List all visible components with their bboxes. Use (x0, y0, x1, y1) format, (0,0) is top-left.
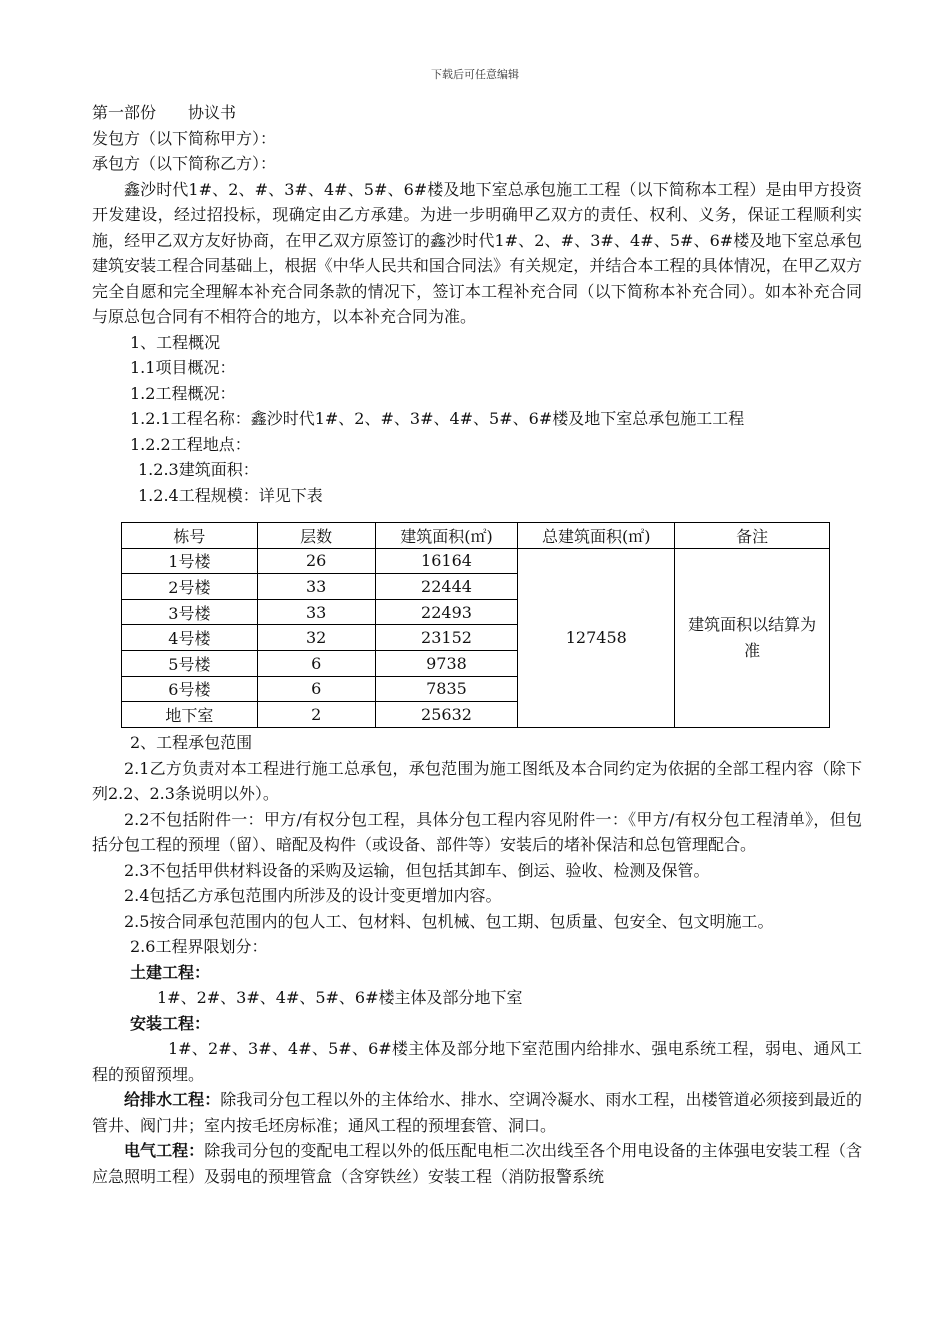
cell-building: 3号楼 (122, 599, 258, 625)
cell-floors: 2 (257, 702, 375, 728)
cell-area: 16164 (375, 548, 518, 574)
cell-building: 6号楼 (122, 676, 258, 702)
cell-floors: 33 (257, 599, 375, 625)
section-2-1: 2.1乙方负责对本工程进行施工总承包，承包范围为施工图纸及本合同约定为依据的全部工程内容（除下列2.2、2.3条说明以外）。 (92, 758, 862, 803)
section-1-2: 1.2工程概况： (130, 383, 236, 403)
cell-total-area: 127458 (518, 548, 675, 727)
section-1-2-1: 1.2.1工程名称：鑫沙时代1#、2、#、3#、4#、5#、6#楼及地下室总承包施工工程 (130, 409, 745, 428)
section-2-3: 2.3不包括甲供材料设备的采购及运输，但包括其卸车、倒运、验收、检测及保管。 (124, 860, 710, 880)
cell-building: 2号楼 (122, 574, 258, 600)
plumbing-title: 给排水工程： (124, 1090, 221, 1109)
cell-area: 7835 (375, 676, 518, 702)
cell-area: 22493 (375, 599, 518, 625)
plumbing-paragraph (92, 1087, 862, 1138)
cell-floors: 33 (257, 574, 375, 600)
col-header-remark: 备注 (675, 523, 830, 549)
col-header-floors: 层数 (257, 523, 375, 549)
cell-area: 22444 (375, 574, 518, 600)
install-works-title: 安装工程： (130, 1013, 211, 1033)
scope-section (92, 730, 862, 1189)
table-row (122, 548, 830, 574)
section-2-4: 2.4包括乙方承包范围内所涉及的设计变更增加内容。 (124, 886, 502, 905)
section-1-2-4: 1.2.4工程规模：详见下表 (138, 485, 323, 505)
cell-building: 1号楼 (122, 548, 258, 574)
building-scale-table (121, 522, 830, 728)
part-title: 第一部份 协议书 (92, 103, 237, 122)
intro-paragraph: 鑫沙时代1#、2、#、3#、4#、5#、6#楼及地下室总承包施工工程（以下简称本工程）是由甲方投资开发建设，经过招投标，现确定由乙方承建。为进一步明确甲乙双方的责任、权利、义务，保证工程顺利实施，经甲乙双方友好协商，在甲乙双方原签订的鑫沙时代1#、2、#、3#、4#、5#、6#楼及地下室总承包建筑安装工程合同基础上，根据《中华人民共和国合同法》有关规定，并结合本工程的具体情况，在甲乙双方完全自愿和完全理解本补充合同条款的情况下，签订本工程补充合同（以下简称本补充合同）。如本补充合同与原总包合同有不相符合的地方，以本补充合同为准。 (92, 179, 862, 326)
cell-floors: 6 (257, 676, 375, 702)
header-note: 下载后可任意编辑 (431, 68, 519, 81)
install-works-text: 1#、2#、3#、4#、5#、6#楼主体及部分地下室范围内给排水、强电系统工程，弱电、通风工程的预留预埋。 (92, 1039, 862, 1084)
cell-remark: 建筑面积以结算为准 (675, 548, 830, 727)
electrical-paragraph (92, 1138, 862, 1189)
cell-floors: 26 (257, 548, 375, 574)
table-header-row (122, 523, 830, 549)
section-2-5: 2.5按合同承包范围内的包人工、包材料、包机械、包工期、包质量、包安全、包文明施工。 (124, 911, 774, 931)
cell-area: 25632 (375, 702, 518, 728)
cell-building: 4号楼 (122, 625, 258, 651)
plumbing-text: 除我司分包工程以外的主体给水、排水、空调冷凝水、雨水工程，出楼管道必须接到最近的管井、阀门井；室内按毛坯房标准；通风工程的预埋套管、洞口。 (92, 1090, 862, 1135)
cell-area: 23152 (375, 625, 518, 651)
section-2-2: 2.2不包括附件一：甲方/有权分包工程，具体分包工程内容见附件一：《甲方/有权分包工程清单》，但包括分包工程的预埋（留）、暗配及构件（或设备、部件等）安装后的堵补保洁和总包管理配合。 (92, 809, 862, 854)
section-1-1: 1.1项目概况： (130, 358, 236, 377)
civil-works-text: 1#、2#、3#、4#、5#、6#楼主体及部分地下室 (157, 988, 523, 1007)
cell-area: 9738 (375, 650, 518, 676)
party-a-line: 发包方（以下简称甲方）： (92, 128, 277, 148)
document-body (92, 100, 862, 508)
section-2-heading: 2、工程承包范围 (130, 733, 253, 752)
party-b-line: 承包方（以下简称乙方）： (92, 154, 277, 173)
col-header-building: 栋号 (122, 523, 258, 549)
col-header-total-area: 总建筑面积(㎡) (518, 523, 675, 549)
section-1-2-3: 1.2.3建筑面积： (138, 460, 259, 479)
electrical-text: 除我司分包的变配电工程以外的低压配电柜二次出线至各个用电设备的主体强电安装工程（含应急照明工程）及弱电的预埋管盒（含穿铁丝）安装工程（消防报警系统 (92, 1141, 862, 1186)
section-2-6: 2.6工程界限划分： (130, 937, 268, 956)
civil-works-title: 土建工程： (130, 962, 211, 982)
cell-building: 5号楼 (122, 650, 258, 676)
cell-floors: 6 (257, 650, 375, 676)
section-1-2-2: 1.2.2工程地点： (130, 434, 251, 454)
cell-building: 地下室 (122, 702, 258, 728)
electrical-title: 电气工程： (124, 1141, 205, 1160)
section-1-heading: 1、工程概况 (130, 332, 221, 352)
cell-floors: 32 (257, 625, 375, 651)
col-header-area: 建筑面积(㎡) (375, 523, 518, 549)
